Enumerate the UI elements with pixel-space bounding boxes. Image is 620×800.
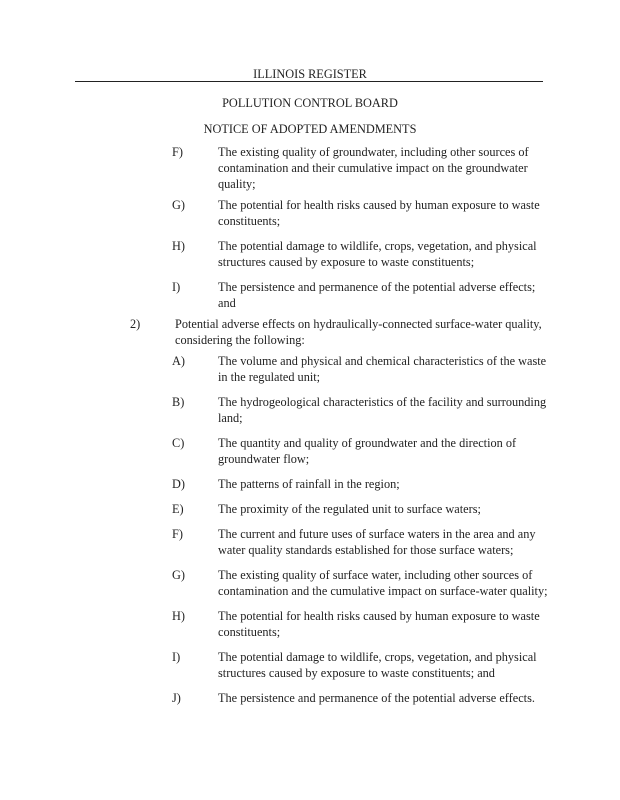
item-label: F) (172, 145, 183, 159)
item-text-line: The potential damage to wildlife, crops, vegetation, and physical (218, 239, 537, 253)
item-text (218, 197, 540, 229)
item-text-line: land; (218, 411, 243, 425)
item-text-line: groundwater flow; (218, 452, 310, 466)
item-text-line: and (218, 296, 236, 310)
item-label: F) (172, 527, 183, 541)
item-text (218, 279, 535, 311)
item-text-line: Potential adverse effects on hydraulically-connected surface-water quality, (175, 317, 542, 331)
item-text-line: The current and future uses of surface waters in the area and any (218, 527, 536, 541)
item-text-line: The proximity of the regulated unit to surface waters; (218, 502, 481, 516)
item-text-line: water quality standards established for those surface waters; (218, 543, 514, 557)
item-label: 2) (130, 317, 141, 331)
item-text-line: considering the following: (175, 333, 305, 347)
item-text-line: structures caused by exposure to waste constituents; (218, 255, 475, 269)
item-text (218, 649, 537, 681)
notice-title: NOTICE OF ADOPTED AMENDMENTS (203, 122, 417, 136)
item-text-line: The existing quality of surface water, including other sources of (218, 568, 533, 582)
item-label: A) (172, 354, 185, 368)
item-text-line: The potential for health risks caused by human exposure to waste (218, 609, 540, 623)
item-text-line: The persistence and permanence of the potential adverse effects; (218, 280, 536, 294)
item-text (218, 476, 400, 492)
item-text-line: The volume and physical and chemical characteristics of the waste (218, 354, 547, 368)
item-text-line: constituents; (218, 214, 281, 228)
header-rule (75, 81, 543, 82)
item-text-line: The quantity and quality of groundwater and the direction of (218, 436, 517, 450)
item-text (218, 353, 546, 385)
item-label: J) (172, 691, 181, 705)
item-text-line: The persistence and permanence of the potential adverse effects. (218, 691, 535, 705)
item-text (218, 435, 516, 467)
item-label: G) (172, 568, 185, 582)
item-text-line: The potential for health risks caused by human exposure to waste (218, 198, 540, 212)
item-text (218, 608, 540, 640)
item-label: I) (172, 280, 181, 294)
item-label: E) (172, 502, 184, 516)
item-label: H) (172, 609, 185, 623)
item-text-line: The patterns of rainfall in the region; (218, 477, 400, 491)
item-text (218, 690, 535, 706)
item-label: B) (172, 395, 185, 409)
item-label: H) (172, 239, 185, 253)
item-text-line: structures caused by exposure to waste constituents; and (218, 666, 495, 680)
register-title: ILLINOIS REGISTER (253, 67, 367, 81)
item-text (218, 144, 529, 192)
item-text (218, 567, 548, 599)
item-text-line: contamination and the cumulative impact on surface-water quality; (218, 584, 548, 598)
item-text (218, 238, 537, 270)
item-text (175, 316, 542, 348)
item-text-line: contamination and their cumulative impact on the groundwater (218, 161, 528, 175)
item-text-line: constituents; (218, 625, 281, 639)
item-text-line: The potential damage to wildlife, crops, vegetation, and physical (218, 650, 537, 664)
item-text-line: The existing quality of groundwater, including other sources of (218, 145, 529, 159)
item-text-line: quality; (218, 177, 256, 191)
item-label: G) (172, 198, 185, 212)
board-title: POLLUTION CONTROL BOARD (222, 96, 398, 110)
item-text-line: in the regulated unit; (218, 370, 321, 384)
item-label: I) (172, 650, 181, 664)
item-label: D) (172, 477, 185, 491)
item-text (218, 526, 536, 558)
item-text (218, 394, 546, 426)
item-text (218, 501, 481, 517)
item-label: C) (172, 436, 185, 450)
item-text-line: The hydrogeological characteristics of the facility and surrounding (218, 395, 547, 409)
